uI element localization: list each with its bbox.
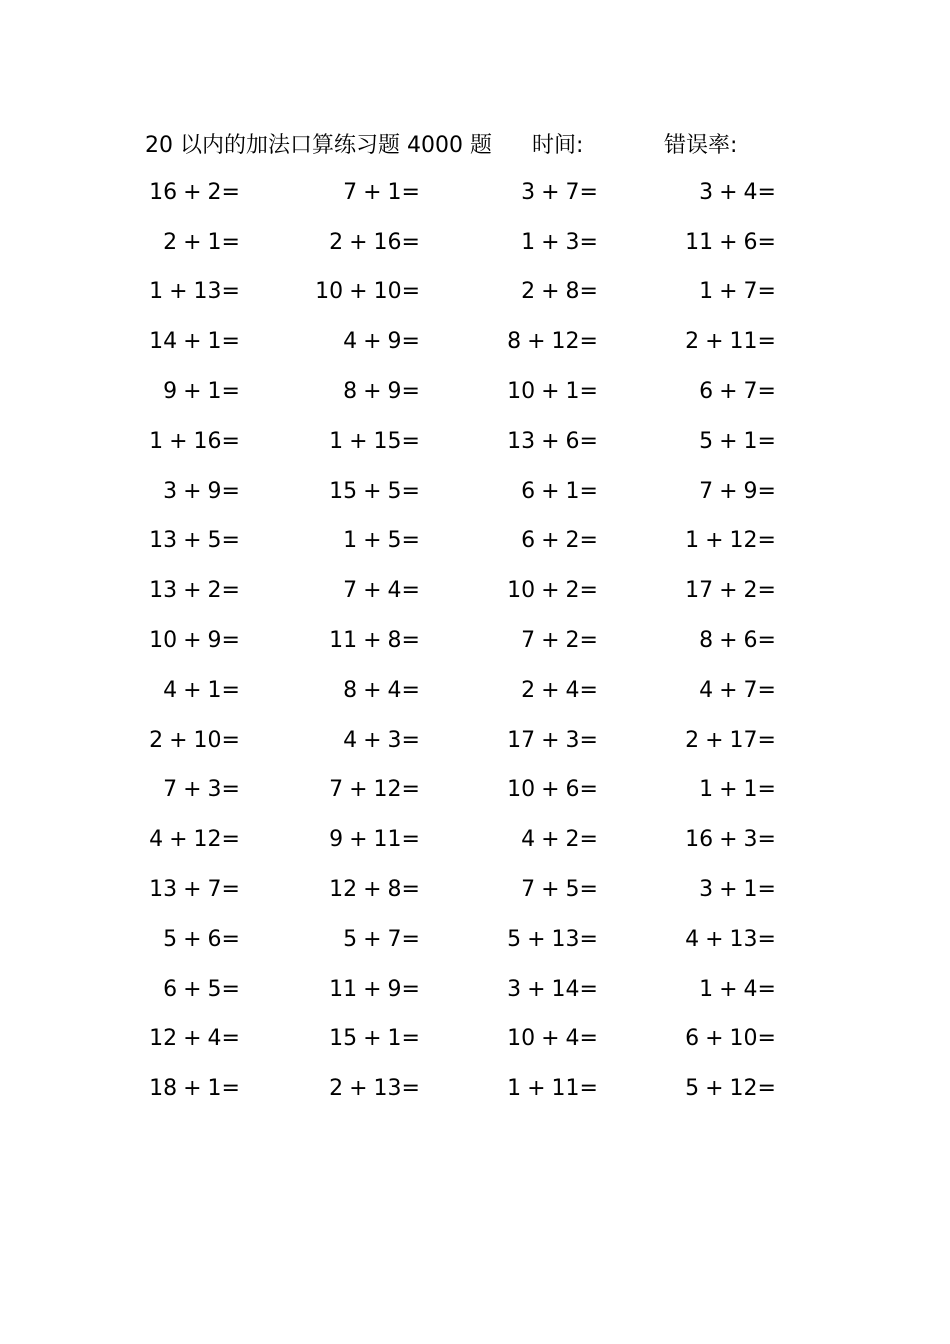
problem-cell — [300, 716, 420, 766]
problem-expression: 7 + 9= — [699, 478, 776, 504]
problem-cell — [120, 766, 240, 816]
problem-cell — [120, 566, 240, 616]
problem-expression: 4 + 13= — [685, 926, 776, 952]
problem-expression: 8 + 4= — [343, 677, 420, 703]
problem-expression: 7 + 12= — [329, 777, 420, 803]
problem-cell — [300, 815, 420, 865]
problem-cell — [656, 317, 776, 367]
problem-row — [0, 317, 950, 367]
problem-expression: 1 + 12= — [685, 528, 776, 554]
problem-expression: 1 + 16= — [149, 428, 240, 454]
problem-cell — [478, 566, 598, 616]
problem-expression: 7 + 1= — [343, 179, 420, 205]
problem-expression: 17 + 3= — [507, 727, 598, 753]
problem-cell — [300, 367, 420, 417]
problem-row — [0, 517, 950, 567]
problem-expression: 6 + 10= — [685, 1026, 776, 1052]
problem-expression: 10 + 9= — [149, 628, 240, 654]
problem-row — [0, 1015, 950, 1065]
problem-cell — [120, 367, 240, 417]
problem-expression: 4 + 3= — [343, 727, 420, 753]
problem-expression: 6 + 7= — [699, 379, 776, 405]
problem-cell — [478, 1064, 598, 1114]
problem-cell — [478, 417, 598, 467]
problem-expression: 5 + 7= — [343, 926, 420, 952]
problem-cell — [120, 168, 240, 218]
problem-expression: 12 + 8= — [329, 877, 420, 903]
problem-cell — [478, 915, 598, 965]
problem-expression: 16 + 3= — [685, 827, 776, 853]
problem-expression: 11 + 6= — [685, 229, 776, 255]
problem-row — [0, 666, 950, 716]
problem-cell — [656, 517, 776, 567]
problem-expression: 2 + 17= — [685, 727, 776, 753]
problem-cell — [656, 268, 776, 318]
problem-cell — [656, 716, 776, 766]
problem-expression: 4 + 9= — [343, 329, 420, 355]
problem-cell — [300, 218, 420, 268]
problem-cell — [300, 666, 420, 716]
problem-cell — [120, 1064, 240, 1114]
problem-expression: 6 + 1= — [521, 478, 598, 504]
problem-row — [0, 268, 950, 318]
problem-cell — [120, 268, 240, 318]
problem-cell — [478, 865, 598, 915]
problem-expression: 3 + 1= — [699, 877, 776, 903]
problem-cell — [656, 915, 776, 965]
problem-row — [0, 1064, 950, 1114]
problem-cell — [478, 965, 598, 1015]
problem-cell — [656, 1064, 776, 1114]
problem-cell — [120, 467, 240, 517]
problem-cell — [478, 616, 598, 666]
problem-expression: 5 + 6= — [163, 926, 240, 952]
problem-expression: 1 + 5= — [343, 528, 420, 554]
problem-expression: 9 + 11= — [329, 827, 420, 853]
problem-expression: 4 + 7= — [699, 677, 776, 703]
problem-cell — [300, 616, 420, 666]
problem-row — [0, 367, 950, 417]
problem-expression: 10 + 10= — [315, 279, 420, 305]
time-label: 时间: — [532, 133, 584, 158]
problem-cell — [120, 666, 240, 716]
problem-cell — [478, 517, 598, 567]
problem-row — [0, 716, 950, 766]
problem-expression: 13 + 7= — [149, 877, 240, 903]
problem-cell — [300, 766, 420, 816]
problem-expression: 4 + 1= — [163, 677, 240, 703]
problem-expression: 5 + 1= — [699, 428, 776, 454]
problem-cell — [478, 815, 598, 865]
problem-expression: 1 + 13= — [149, 279, 240, 305]
problem-cell — [300, 1015, 420, 1065]
problem-row — [0, 417, 950, 467]
problem-expression: 1 + 1= — [699, 777, 776, 803]
problem-cell — [300, 317, 420, 367]
problem-expression: 8 + 6= — [699, 628, 776, 654]
problem-cell — [300, 1064, 420, 1114]
problem-cell — [120, 815, 240, 865]
error-rate-label: 错误率: — [664, 133, 738, 158]
problem-cell — [656, 666, 776, 716]
problem-expression: 1 + 11= — [507, 1076, 598, 1102]
problem-expression: 3 + 4= — [699, 179, 776, 205]
problem-cell — [120, 716, 240, 766]
problem-expression: 3 + 14= — [507, 976, 598, 1002]
problem-expression: 7 + 4= — [343, 578, 420, 604]
problem-expression: 12 + 4= — [149, 1026, 240, 1052]
problem-expression: 14 + 1= — [149, 329, 240, 355]
worksheet-title: 20 以内的加法口算练习题 4000 题 — [145, 133, 492, 158]
problem-cell — [120, 1015, 240, 1065]
problem-row — [0, 616, 950, 666]
problem-cell — [120, 616, 240, 666]
problem-expression: 2 + 13= — [329, 1076, 420, 1102]
problem-expression: 10 + 2= — [507, 578, 598, 604]
problem-expression: 13 + 5= — [149, 528, 240, 554]
problem-row — [0, 168, 950, 218]
problem-expression: 3 + 7= — [521, 179, 598, 205]
problem-cell — [478, 1015, 598, 1065]
problem-cell — [656, 218, 776, 268]
worksheet-header — [0, 124, 950, 160]
problem-cell — [478, 317, 598, 367]
problem-expression: 8 + 9= — [343, 379, 420, 405]
problem-cell — [656, 815, 776, 865]
problem-cell — [120, 965, 240, 1015]
problem-expression: 1 + 15= — [329, 428, 420, 454]
problem-expression: 13 + 2= — [149, 578, 240, 604]
problem-expression: 7 + 3= — [163, 777, 240, 803]
problem-cell — [656, 566, 776, 616]
problem-row — [0, 865, 950, 915]
problem-expression: 16 + 2= — [149, 179, 240, 205]
problem-cell — [300, 865, 420, 915]
problem-expression: 1 + 7= — [699, 279, 776, 305]
problem-row — [0, 218, 950, 268]
problem-cell — [300, 965, 420, 1015]
problem-cell — [656, 417, 776, 467]
problem-cell — [656, 965, 776, 1015]
problem-expression: 5 + 12= — [685, 1076, 776, 1102]
problem-expression: 5 + 13= — [507, 926, 598, 952]
problem-cell — [478, 666, 598, 716]
problem-cell — [300, 467, 420, 517]
problem-cell — [656, 616, 776, 666]
problem-cell — [120, 317, 240, 367]
problem-cell — [300, 168, 420, 218]
problem-cell — [656, 367, 776, 417]
problem-cell — [656, 766, 776, 816]
problem-grid — [0, 168, 950, 1114]
problem-expression: 2 + 10= — [149, 727, 240, 753]
problem-expression: 1 + 4= — [699, 976, 776, 1002]
problem-row — [0, 566, 950, 616]
problem-cell — [478, 467, 598, 517]
problem-cell — [300, 417, 420, 467]
problem-expression: 7 + 2= — [521, 628, 598, 654]
problem-expression: 18 + 1= — [149, 1076, 240, 1102]
problem-expression: 10 + 1= — [507, 379, 598, 405]
problem-expression: 1 + 3= — [521, 229, 598, 255]
problem-row — [0, 467, 950, 517]
problem-expression: 2 + 16= — [329, 229, 420, 255]
problem-expression: 17 + 2= — [685, 578, 776, 604]
problem-cell — [656, 865, 776, 915]
problem-cell — [120, 218, 240, 268]
problem-cell — [478, 268, 598, 318]
problem-expression: 2 + 1= — [163, 229, 240, 255]
problem-cell — [656, 467, 776, 517]
problem-expression: 6 + 5= — [163, 976, 240, 1002]
problem-expression: 2 + 11= — [685, 329, 776, 355]
problem-cell — [478, 766, 598, 816]
problem-row — [0, 815, 950, 865]
problem-expression: 3 + 9= — [163, 478, 240, 504]
problem-expression: 15 + 5= — [329, 478, 420, 504]
problem-expression: 10 + 6= — [507, 777, 598, 803]
problem-expression: 2 + 8= — [521, 279, 598, 305]
problem-expression: 4 + 2= — [521, 827, 598, 853]
problem-cell — [120, 517, 240, 567]
problem-cell — [478, 168, 598, 218]
problem-cell — [300, 517, 420, 567]
problem-expression: 9 + 1= — [163, 379, 240, 405]
problem-cell — [300, 566, 420, 616]
problem-expression: 7 + 5= — [521, 877, 598, 903]
problem-cell — [120, 915, 240, 965]
problem-cell — [478, 218, 598, 268]
problem-cell — [300, 915, 420, 965]
problem-cell — [656, 168, 776, 218]
problem-expression: 4 + 12= — [149, 827, 240, 853]
problem-expression: 13 + 6= — [507, 428, 598, 454]
problem-row — [0, 766, 950, 816]
problem-expression: 15 + 1= — [329, 1026, 420, 1052]
problem-cell — [120, 417, 240, 467]
problem-row — [0, 915, 950, 965]
problem-expression: 11 + 8= — [329, 628, 420, 654]
problem-cell — [478, 716, 598, 766]
problem-expression: 6 + 2= — [521, 528, 598, 554]
problem-expression: 10 + 4= — [507, 1026, 598, 1052]
problem-row — [0, 965, 950, 1015]
problem-expression: 11 + 9= — [329, 976, 420, 1002]
problem-cell — [120, 865, 240, 915]
problem-cell — [300, 268, 420, 318]
problem-expression: 2 + 4= — [521, 677, 598, 703]
problem-cell — [656, 1015, 776, 1065]
problem-expression: 8 + 12= — [507, 329, 598, 355]
problem-cell — [478, 367, 598, 417]
